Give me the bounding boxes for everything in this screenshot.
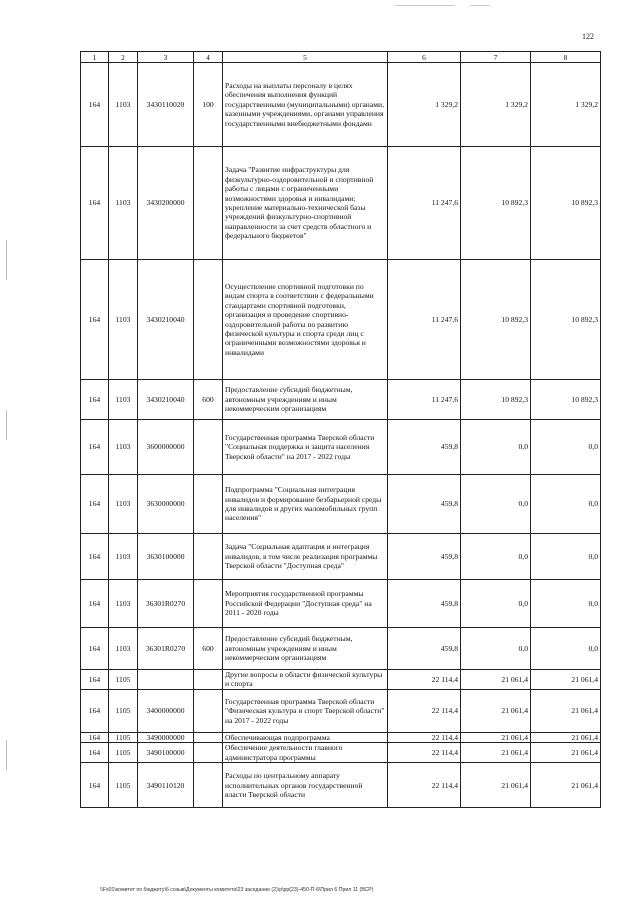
amount-cell: 22 114,4 <box>388 670 461 690</box>
file-path-footer: \\Fs01\комитет по бюджету\6 созыв\Документы комитета\23 заседание (2)\р\рр(23)-450-П-6\Прил 6 Прил 11 (ВСР) <box>100 887 374 893</box>
description-cell: Предоставление субсидий бюджетным, автономным учреждениям и иным некоммерческим организациям <box>223 628 388 670</box>
target-article-cell: 3430200000 <box>138 147 194 260</box>
section-code-cell: 164 <box>81 420 109 475</box>
amount-cell: 22 114,4 <box>388 763 461 808</box>
amount-cell: 11 247,6 <box>388 260 461 380</box>
section-code-cell: 164 <box>81 763 109 808</box>
amount-cell: 0,0 <box>461 628 531 670</box>
subsection-code-cell: 1103 <box>109 63 138 147</box>
expense-type-cell: 600 <box>194 628 223 670</box>
expense-type-cell <box>194 743 223 763</box>
table-row <box>81 670 601 690</box>
target-article-cell: 3600000000 <box>138 420 194 475</box>
amount-cell: 10 892,3 <box>461 380 531 420</box>
amount-cell: 22 114,4 <box>388 732 461 742</box>
amount-cell: 21 061,4 <box>461 763 531 808</box>
amount-cell: 21 061,4 <box>531 763 601 808</box>
section-code-cell: 164 <box>81 743 109 763</box>
column-header: 8 <box>531 52 601 63</box>
subsection-code-cell: 1103 <box>109 380 138 420</box>
section-code-cell: 164 <box>81 380 109 420</box>
description-cell: Обеспечение деятельности главного администратора программы <box>223 743 388 763</box>
section-code-cell: 164 <box>81 580 109 628</box>
target-article-cell: 3490110120 <box>138 763 194 808</box>
table-row <box>81 628 601 670</box>
expense-type-cell <box>194 260 223 380</box>
expense-type-cell: 600 <box>194 380 223 420</box>
amount-cell: 0,0 <box>531 475 601 534</box>
scan-artifact-line <box>395 5 455 6</box>
amount-cell: 10 892,3 <box>531 147 601 260</box>
amount-cell: 0,0 <box>461 534 531 580</box>
amount-cell: 1 329,2 <box>531 63 601 147</box>
subsection-code-cell: 1105 <box>109 689 138 732</box>
scan-artifact-line <box>470 5 490 6</box>
expense-type-cell <box>194 534 223 580</box>
description-cell: Подпрограмма "Социальная интеграция инвалидов и формирование безбарьерной среды для инвалидов и других маломобильных групп населения" <box>223 475 388 534</box>
amount-cell: 0,0 <box>531 628 601 670</box>
description-cell: Осуществление спортивной подготовки по видам спорта в соответствии с федеральными стандартами спортивной подготовки, организация и проведение спортивно-оздоровительной работы по развитию физической культуры и спорта среди лиц с ограниченными возможностями здоровья и инвалидами <box>223 260 388 380</box>
column-header: 5 <box>223 52 388 63</box>
amount-cell: 1 329,2 <box>388 63 461 147</box>
amount-cell: 21 061,4 <box>531 689 601 732</box>
description-cell: Расходы на выплаты персоналу в целях обеспечения выполнения функций государственными (муниципальными) органами, казенными учреждениями, органами управления государственными внебюджетными фондами <box>223 63 388 147</box>
expense-type-cell <box>194 147 223 260</box>
subsection-code-cell: 1105 <box>109 732 138 742</box>
description-cell: Задача "Социальная адаптация и интеграция инвалидов, в том числе реализация программы Тверской области "Доступная среда" <box>223 534 388 580</box>
column-header: 4 <box>194 52 223 63</box>
table-row <box>81 475 601 534</box>
target-article-cell: 36301R0270 <box>138 628 194 670</box>
subsection-code-cell: 1105 <box>109 763 138 808</box>
description-cell: Мероприятия государственной программы Российской Федерации "Доступная среда" на 2011 - 2020 годы <box>223 580 388 628</box>
table-row <box>81 534 601 580</box>
subsection-code-cell: 1103 <box>109 534 138 580</box>
expense-type-cell <box>194 732 223 742</box>
subsection-code-cell: 1103 <box>109 475 138 534</box>
description-cell: Другие вопросы в области физической культуры и спорта <box>223 670 388 690</box>
expense-type-cell <box>194 475 223 534</box>
amount-cell: 22 114,4 <box>388 743 461 763</box>
column-header: 2 <box>109 52 138 63</box>
amount-cell: 459,8 <box>388 580 461 628</box>
amount-cell: 11 247,6 <box>388 380 461 420</box>
subsection-code-cell: 1103 <box>109 580 138 628</box>
target-article-cell: 3630100000 <box>138 534 194 580</box>
target-article-cell: 36301R0270 <box>138 580 194 628</box>
amount-cell: 10 892,3 <box>461 260 531 380</box>
amount-cell: 22 114,4 <box>388 689 461 732</box>
subsection-code-cell: 1103 <box>109 260 138 380</box>
amount-cell: 0,0 <box>461 475 531 534</box>
subsection-code-cell: 1105 <box>109 670 138 690</box>
amount-cell: 0,0 <box>461 580 531 628</box>
description-cell: Государственная программа Тверской области "Социальная поддержка и защита населения Тверской области" на 2017 - 2022 годы <box>223 420 388 475</box>
table-row <box>81 147 601 260</box>
expense-type-cell: 100 <box>194 63 223 147</box>
description-cell: Обеспечивающая подпрограмма <box>223 732 388 742</box>
target-article-cell: 3400000000 <box>138 689 194 732</box>
description-cell: Задача "Развитие инфраструктуры для физкультурно-оздоровительной и спортивной работы с лицами с ограниченными возможностями здоровья и инвалидами; укрепление материально-технической базы учреждений физкультурно-спортивной направленности за счет средств областного и федерального бюджетов" <box>223 147 388 260</box>
section-code-cell: 164 <box>81 260 109 380</box>
amount-cell: 10 892,3 <box>461 147 531 260</box>
description-cell: Предоставление субсидий бюджетным, автономным учреждениям и иным некоммерческим организациям <box>223 380 388 420</box>
table-row <box>81 580 601 628</box>
scan-margin-mark <box>6 740 7 770</box>
target-article-cell: 3490100000 <box>138 743 194 763</box>
amount-cell: 21 061,4 <box>461 670 531 690</box>
expense-type-cell <box>194 763 223 808</box>
section-code-cell: 164 <box>81 63 109 147</box>
page-number: 122 <box>582 32 594 41</box>
section-code-cell: 164 <box>81 689 109 732</box>
scan-margin-mark <box>6 240 7 280</box>
section-code-cell: 164 <box>81 475 109 534</box>
amount-cell: 459,8 <box>388 628 461 670</box>
expense-type-cell <box>194 580 223 628</box>
amount-cell: 1 329,2 <box>461 63 531 147</box>
target-article-cell: 3430110020 <box>138 63 194 147</box>
subsection-code-cell: 1105 <box>109 743 138 763</box>
amount-cell: 10 892,3 <box>531 260 601 380</box>
expense-type-cell <box>194 689 223 732</box>
amount-cell: 11 247,6 <box>388 147 461 260</box>
table-row <box>81 732 601 742</box>
amount-cell: 0,0 <box>461 420 531 475</box>
table-row <box>81 689 601 732</box>
amount-cell: 0,0 <box>531 420 601 475</box>
section-code-cell: 164 <box>81 147 109 260</box>
description-cell: Расходы по центральному аппарату исполнительных органов государственной власти Тверской области <box>223 763 388 808</box>
target-article-cell: 3430210040 <box>138 380 194 420</box>
subsection-code-cell: 1103 <box>109 628 138 670</box>
amount-cell: 459,8 <box>388 475 461 534</box>
amount-cell: 0,0 <box>531 534 601 580</box>
budget-table <box>80 51 601 808</box>
amount-cell: 10 892,3 <box>531 380 601 420</box>
scan-margin-mark <box>6 410 7 440</box>
target-article-cell: 3490000000 <box>138 732 194 742</box>
expense-type-cell <box>194 670 223 690</box>
table-row <box>81 260 601 380</box>
target-article-cell <box>138 670 194 690</box>
section-code-cell: 164 <box>81 628 109 670</box>
column-header: 3 <box>138 52 194 63</box>
amount-cell: 21 061,4 <box>461 743 531 763</box>
table-row <box>81 743 601 763</box>
amount-cell: 21 061,4 <box>531 732 601 742</box>
target-article-cell: 3430210040 <box>138 260 194 380</box>
column-header: 7 <box>461 52 531 63</box>
column-header: 6 <box>388 52 461 63</box>
table-row <box>81 420 601 475</box>
amount-cell: 21 061,4 <box>461 732 531 742</box>
description-cell: Государственная программа Тверской области "Физическая культура и спорт Тверской области" на 2017 - 2022 годы <box>223 689 388 732</box>
section-code-cell: 164 <box>81 732 109 742</box>
table-row <box>81 380 601 420</box>
amount-cell: 21 061,4 <box>531 743 601 763</box>
column-header: 1 <box>81 52 109 63</box>
target-article-cell: 3630000000 <box>138 475 194 534</box>
amount-cell: 459,8 <box>388 420 461 475</box>
section-code-cell: 164 <box>81 534 109 580</box>
table-row <box>81 763 601 808</box>
amount-cell: 459,8 <box>388 534 461 580</box>
amount-cell: 21 061,4 <box>461 689 531 732</box>
subsection-code-cell: 1103 <box>109 147 138 260</box>
expense-type-cell <box>194 420 223 475</box>
table-header-row <box>81 52 601 63</box>
table-row <box>81 63 601 147</box>
amount-cell: 0,0 <box>531 580 601 628</box>
section-code-cell: 164 <box>81 670 109 690</box>
amount-cell: 21 061,4 <box>531 670 601 690</box>
subsection-code-cell: 1103 <box>109 420 138 475</box>
